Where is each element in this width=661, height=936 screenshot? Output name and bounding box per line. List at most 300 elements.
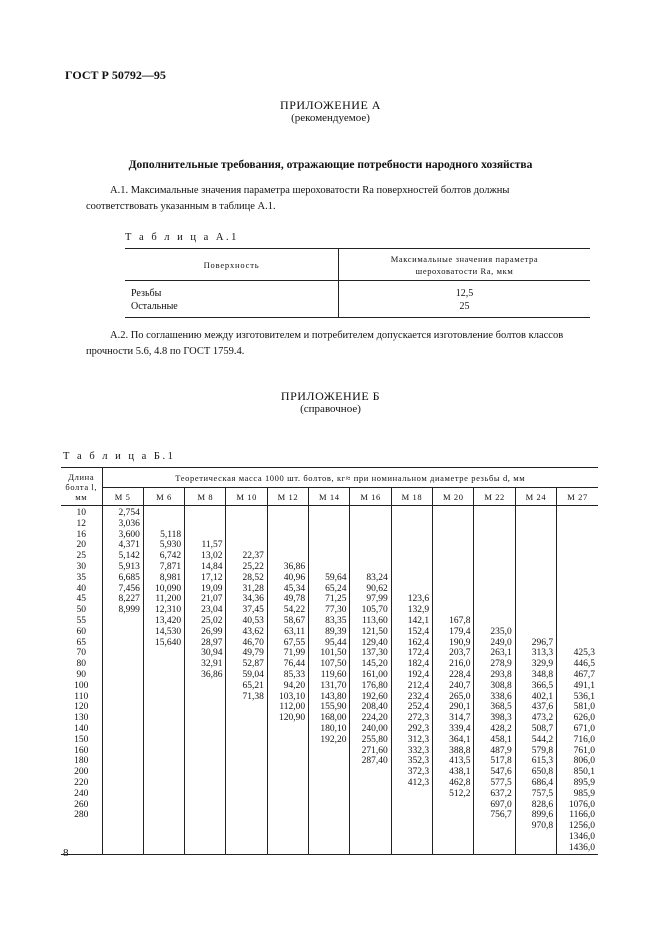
mass-cell: 30,94 [201, 648, 223, 659]
mass-cell [433, 519, 470, 530]
mass-cell: 446,5 [573, 659, 595, 670]
length-header-line: мм [75, 491, 88, 502]
mass-cell: 67,55 [283, 637, 306, 648]
mass-cell: 36,86 [201, 669, 223, 680]
mass-cell: 716,0 [573, 734, 595, 745]
mass-cell: 292,3 [407, 723, 430, 734]
mass-cell [557, 616, 595, 627]
mass-cell: 8,999 [118, 605, 140, 616]
length-cell: 35 [76, 572, 86, 583]
mass-cell [350, 551, 387, 562]
diameter-header: М 14 [309, 488, 350, 506]
mass-cell: 3,036 [118, 518, 140, 529]
mass-cell: 192,4 [407, 669, 430, 680]
mass-column [391, 506, 432, 855]
mass-cell: 265,0 [449, 691, 471, 702]
mass-cell: 12,310 [155, 605, 182, 616]
mass-cell [268, 540, 305, 551]
mass-column [474, 506, 515, 855]
mass-cell: 112,00 [279, 702, 306, 713]
mass-cell: 5,913 [118, 561, 140, 572]
mass-cell: 23,04 [201, 605, 223, 616]
mass-cell: 329,9 [531, 659, 554, 670]
mass-cell: 372,3 [407, 767, 430, 778]
mass-cell [392, 551, 429, 562]
mass-cell: 65,24 [325, 583, 347, 594]
mass-cell: 192,60 [361, 691, 388, 702]
mass-cell: 508,7 [531, 723, 554, 734]
mass-cell [185, 508, 222, 519]
length-header [61, 468, 102, 506]
length-cell: 65 [76, 637, 86, 648]
mass-cell [433, 562, 470, 573]
mass-cell: 167,8 [449, 615, 471, 626]
mass-cell [268, 508, 305, 519]
mass-cell: 491,1 [573, 680, 595, 691]
mass-cell [516, 562, 553, 573]
mass-cell: 2,754 [118, 508, 140, 518]
mass-cell [474, 540, 511, 551]
appendix-b-subtitle: (справочное) [300, 403, 361, 415]
document-header: ГОСТ Р 50792—95 [65, 68, 166, 82]
length-cell: 30 [76, 561, 86, 572]
mass-cell: 46,70 [242, 637, 264, 648]
mass-cell: 63,11 [284, 626, 306, 637]
mass-cell: 1166,0 [569, 810, 595, 821]
ra-header-line1: Максимальные значения параметра [390, 253, 539, 264]
mass-cell: 240,7 [449, 680, 471, 691]
mass-cell: 368,5 [490, 702, 512, 713]
mass-cell: 37,45 [242, 605, 264, 616]
page-number: 8 [63, 847, 69, 859]
mass-cell [392, 519, 429, 530]
mass-cell: 105,70 [361, 605, 388, 616]
mass-column [267, 506, 308, 855]
mass-cell [557, 519, 595, 530]
mass-cell: 190,9 [449, 637, 471, 648]
mass-cell: 467,7 [573, 669, 595, 680]
mass-cell: 899,6 [531, 810, 554, 821]
length-cell: 160 [74, 745, 89, 756]
mass-cell: 145,20 [361, 659, 388, 670]
mass-cell: 155,90 [320, 702, 347, 713]
mass-cell: 637,2 [490, 788, 512, 799]
ra-value-cell: 12,5 [455, 288, 474, 299]
mass-cell [309, 540, 346, 551]
mass-cell: 28,97 [201, 637, 223, 648]
length-cell: 40 [76, 583, 86, 594]
mass-cell: 850,1 [573, 767, 595, 778]
mass-cell: 339,4 [449, 723, 471, 734]
mass-cell: 4,371 [118, 540, 140, 551]
mass-cell: 8,981 [159, 572, 182, 583]
length-cell: 150 [74, 734, 89, 745]
mass-column [557, 506, 598, 855]
length-cell: 220 [74, 777, 89, 788]
mass-cell [350, 562, 387, 573]
mass-cell [557, 627, 595, 638]
mass-cell: 402,1 [531, 691, 554, 702]
mass-cell [474, 594, 511, 605]
mass-cell: 120,90 [279, 713, 306, 724]
mass-cell: 10,090 [155, 583, 182, 594]
mass-cell: 626,0 [573, 713, 595, 724]
mass-cell: 90,62 [366, 583, 388, 594]
mass-cell [516, 605, 553, 616]
mass-cell [350, 519, 387, 530]
mass-cell [226, 530, 263, 541]
mass-cell: 650,8 [531, 767, 554, 778]
mass-cell: 54,22 [283, 605, 306, 616]
diameter-header: М 22 [474, 488, 515, 506]
table-a1-surfaces [125, 281, 339, 318]
mass-cell [516, 530, 553, 541]
mass-cell: 970,8 [531, 821, 554, 832]
mass-cell [309, 519, 346, 530]
mass-cell: 59,04 [242, 669, 264, 680]
mass-cell: 71,99 [283, 648, 306, 659]
length-cell: 180 [74, 756, 89, 767]
length-cell: 200 [74, 767, 89, 778]
mass-cell [557, 605, 595, 616]
mass-cell [392, 540, 429, 551]
mass-cell [392, 573, 429, 584]
mass-cell: 761,0 [573, 745, 595, 756]
mass-cell [516, 551, 553, 562]
length-cell: 12 [76, 518, 86, 529]
mass-cell: 131,70 [320, 680, 347, 691]
mass-cell: 232,4 [407, 691, 430, 702]
mass-cell: 388,8 [449, 745, 471, 756]
mass-cell: 49,79 [242, 648, 264, 659]
mass-column [143, 506, 184, 855]
mass-cell: 8,227 [118, 594, 140, 605]
mass-cell: 438,1 [449, 767, 471, 778]
mass-cell [557, 573, 595, 584]
mass-column [309, 506, 350, 855]
mass-cell: 235,0 [490, 626, 512, 637]
mass-cell: 462,8 [449, 777, 471, 788]
length-cell: 70 [76, 648, 86, 659]
mass-cell: 296,7 [531, 637, 554, 648]
mass-cell [226, 508, 263, 519]
mass-cell [433, 573, 470, 584]
mass-cell [557, 562, 595, 573]
mass-cell: 14,84 [201, 561, 223, 572]
mass-cell: 278,9 [490, 659, 512, 670]
mass-cell [557, 594, 595, 605]
diameter-header: М 24 [515, 488, 556, 506]
mass-cell: 212,4 [407, 680, 430, 691]
diameter-header: М 20 [433, 488, 474, 506]
mass-cell [309, 551, 346, 562]
mass-cell: 579,8 [531, 745, 554, 756]
length-cell: 100 [74, 680, 89, 691]
mass-cell: 161,00 [361, 669, 388, 680]
mass-cell: 65,21 [242, 680, 264, 691]
mass-cell [309, 530, 346, 541]
mass-cell: 425,3 [573, 648, 595, 659]
mass-cell: 83,24 [366, 572, 388, 583]
mass-cell: 6,685 [118, 572, 140, 583]
mass-cell: 208,40 [361, 702, 388, 713]
table-a1-caption: Т а б л и ц а А.1 [125, 232, 239, 243]
mass-cell: 7,456 [118, 583, 140, 594]
mass-cell: 332,3 [407, 745, 430, 756]
mass-cell [185, 519, 222, 530]
mass-cell [474, 562, 511, 573]
mass-cell: 132,9 [407, 605, 430, 616]
mass-cell [268, 551, 305, 562]
mass-cell: 113,60 [362, 615, 388, 626]
mass-cell: 152,4 [407, 626, 430, 637]
mass-cell: 428,2 [490, 723, 512, 734]
mass-cell: 1346,0 [568, 831, 595, 842]
mass-cell: 352,3 [407, 756, 430, 767]
mass-cell [268, 519, 305, 530]
mass-cell: 176,80 [361, 680, 388, 691]
mass-cell: 895,9 [573, 777, 595, 788]
mass-cell: 101,50 [320, 648, 347, 659]
mass-cell: 76,44 [283, 659, 306, 670]
mass-cell: 437,6 [531, 702, 554, 713]
table-a1-col-ra-header [339, 249, 591, 281]
length-cell: 240 [74, 788, 89, 799]
mass-cell: 137,30 [361, 648, 388, 659]
mass-cell: 338,6 [490, 691, 512, 702]
mass-cell: 3,600 [118, 529, 140, 540]
mass-cell: 1256,0 [568, 821, 595, 832]
mass-cell: 252,4 [407, 702, 430, 713]
diameter-header: М 12 [267, 488, 308, 506]
mass-cell [433, 540, 470, 551]
mass-cell: 473,2 [531, 713, 554, 724]
mass-cell: 31,28 [242, 583, 264, 594]
mass-cell: 5,118 [160, 529, 182, 540]
mass-cell [557, 638, 595, 649]
ra-value-cell: 25 [459, 301, 470, 312]
length-cell: 10 [76, 508, 86, 518]
mass-cell: 1436,0 [568, 842, 595, 853]
table-a1-values [339, 281, 591, 318]
mass-cell: 13,02 [201, 551, 223, 562]
mass-cell: 272,3 [407, 713, 430, 724]
mass-cell [268, 530, 305, 541]
mass-cell: 5,930 [159, 540, 182, 551]
mass-cell [433, 551, 470, 562]
length-column [61, 506, 102, 855]
length-cell: 90 [76, 669, 86, 680]
mass-column [226, 506, 267, 855]
mass-cell [392, 530, 429, 541]
mass-cell: 547,6 [490, 767, 512, 778]
mass-cell [226, 540, 263, 551]
mass-cell: 182,4 [407, 659, 430, 670]
mass-cell: 49,78 [283, 594, 306, 605]
mass-cell: 313,3 [531, 648, 554, 659]
table-a1 [125, 248, 590, 318]
mass-cell [474, 508, 511, 519]
mass-cell: 59,64 [325, 572, 347, 583]
mass-cell: 85,33 [283, 669, 306, 680]
mass-cell: 314,7 [449, 713, 471, 724]
mass-cell: 13,420 [155, 615, 182, 626]
mass-cell: 312,3 [407, 734, 430, 745]
mass-cell [557, 530, 595, 541]
mass-cell [516, 594, 553, 605]
mass-cell: 17,12 [201, 572, 223, 583]
mass-cell [392, 562, 429, 573]
mass-cell: 83,35 [325, 615, 347, 626]
mass-cell: 11,200 [155, 594, 182, 605]
diameter-header: М 27 [557, 488, 598, 506]
ra-header-line2: шероховатости Ra, мкм [415, 265, 514, 276]
mass-cell: 240,00 [361, 723, 388, 734]
mass-cell: 14,530 [155, 626, 182, 637]
length-cell: 25 [76, 551, 86, 562]
mass-cell: 7,871 [159, 561, 182, 572]
appendix-a-subtitle: (рекомендуемое) [291, 112, 370, 124]
mass-cell: 103,10 [279, 691, 306, 702]
mass-cell: 40,96 [283, 572, 306, 583]
length-header-line: Длина [68, 471, 95, 482]
mass-cell [309, 508, 346, 519]
mass-cell: 25,22 [242, 561, 264, 572]
mass-cell: 162,4 [407, 637, 430, 648]
mass-cell: 216,0 [449, 659, 471, 670]
mass-cell: 458,1 [490, 734, 512, 745]
paragraph-a1: А.1. Максимальные значения параметра шероховатости Ra поверхностей болтов должны соответствовать указанным в таблице А.1. [86, 185, 510, 212]
mass-cell: 806,0 [573, 756, 595, 767]
mass-cell: 192,20 [320, 734, 347, 745]
table-b1 [61, 467, 598, 855]
mass-cell [516, 616, 553, 627]
mass-cell [516, 573, 553, 584]
mass-cell: 985,9 [573, 788, 595, 799]
surface-cell: Остальные [131, 301, 178, 312]
section-title: Дополнительные требования, отражающие потребности народного хозяйства [128, 159, 533, 171]
mass-cell: 308,8 [490, 680, 512, 691]
mass-cell: 487,9 [490, 745, 512, 756]
mass-cell: 544,2 [531, 734, 554, 745]
mass-cell [392, 508, 429, 519]
diameter-header: М 16 [350, 488, 391, 506]
mass-column [433, 506, 474, 855]
mass-cell: 179,4 [449, 626, 471, 637]
mass-cell [516, 627, 553, 638]
length-cell: 45 [76, 594, 86, 605]
mass-column [102, 506, 143, 855]
mass-cell: 6,742 [159, 551, 182, 562]
mass-cell: 19,09 [201, 583, 223, 594]
diameter-header: М 10 [226, 488, 267, 506]
mass-cell [557, 508, 595, 519]
mass-column [515, 506, 556, 855]
mass-cell: 71,25 [325, 594, 347, 605]
mass-cell: 11,57 [201, 540, 223, 551]
appendix-b-title: ПРИЛОЖЕНИЕ Б [280, 389, 381, 403]
mass-cell: 364,1 [449, 734, 471, 745]
length-cell: 16 [76, 529, 86, 540]
mass-cell: 255,80 [361, 734, 388, 745]
paragraph-a2: А.2. По соглашению между изготовителем и потребителем допускается изготовление болтов классов прочности 5.6, 4.8 по ГОСТ 1759.4. [86, 330, 564, 357]
mass-cell [516, 508, 553, 519]
mass-cell: 686,4 [531, 777, 554, 788]
mass-cell: 757,5 [531, 788, 554, 799]
mass-cell: 36,86 [283, 561, 306, 572]
mass-cell [433, 508, 470, 519]
mass-cell: 77,30 [325, 605, 347, 616]
mass-cell: 45,34 [283, 583, 306, 594]
surface-cell: Резьбы [131, 288, 162, 299]
mass-cell: 536,1 [573, 691, 595, 702]
mass-cell: 168,00 [320, 713, 347, 724]
mass-cell: 581,0 [573, 702, 595, 713]
mass-cell: 512,2 [449, 788, 471, 799]
mass-cell [474, 605, 511, 616]
mass-cell: 517,8 [490, 756, 512, 767]
mass-cell: 271,60 [361, 745, 388, 756]
mass-group-header: Теоретическая масса 1000 шт. болтов, кг≈ при номинальном диаметре резьбы d, мм [102, 468, 598, 488]
mass-cell [557, 540, 595, 551]
mass-cell: 671,0 [573, 723, 595, 734]
mass-cell: 290,1 [449, 702, 471, 713]
mass-cell: 15,640 [155, 637, 182, 648]
mass-cell: 615,3 [531, 756, 554, 767]
mass-cell: 107,50 [320, 659, 347, 670]
mass-cell: 123,6 [407, 594, 430, 605]
mass-cell: 25,02 [201, 615, 223, 626]
length-cell: 280 [74, 810, 89, 821]
mass-cell: 366,5 [531, 680, 554, 691]
mass-cell: 43,62 [242, 626, 264, 637]
mass-cell [350, 530, 387, 541]
mass-cell [309, 562, 346, 573]
mass-cell: 121,50 [361, 626, 388, 637]
mass-column [350, 506, 391, 855]
table-a1-col-surface-header: Поверхность [125, 249, 339, 281]
mass-cell [433, 584, 470, 595]
length-cell: 140 [74, 723, 89, 734]
mass-cell: 21,07 [201, 594, 223, 605]
mass-cell: 828,6 [531, 799, 554, 810]
mass-cell [516, 584, 553, 595]
mass-cell [474, 573, 511, 584]
mass-cell: 28,52 [242, 572, 264, 583]
mass-cell: 249,0 [490, 637, 512, 648]
diameter-header: М 18 [391, 488, 432, 506]
length-cell: 120 [74, 702, 89, 713]
length-cell: 60 [76, 626, 86, 637]
mass-cell: 97,99 [366, 594, 388, 605]
mass-cell: 58,67 [283, 615, 306, 626]
mass-cell: 95,44 [325, 637, 347, 648]
mass-cell: 203,7 [449, 648, 471, 659]
length-cell: 55 [76, 615, 86, 626]
mass-cell [226, 519, 263, 530]
mass-cell: 32,91 [201, 659, 223, 670]
table-b1-caption: Т а б л и ц а Б.1 [63, 451, 176, 462]
mass-cell: 756,7 [490, 810, 512, 821]
mass-cell: 94,20 [283, 680, 306, 691]
mass-cell: 577,5 [490, 777, 512, 788]
mass-column [185, 506, 226, 855]
length-header-line: болта l, [65, 481, 98, 492]
mass-cell: 228,4 [449, 669, 471, 680]
mass-cell [350, 540, 387, 551]
mass-cell: 119,60 [320, 669, 347, 680]
mass-cell: 89,39 [325, 626, 347, 637]
